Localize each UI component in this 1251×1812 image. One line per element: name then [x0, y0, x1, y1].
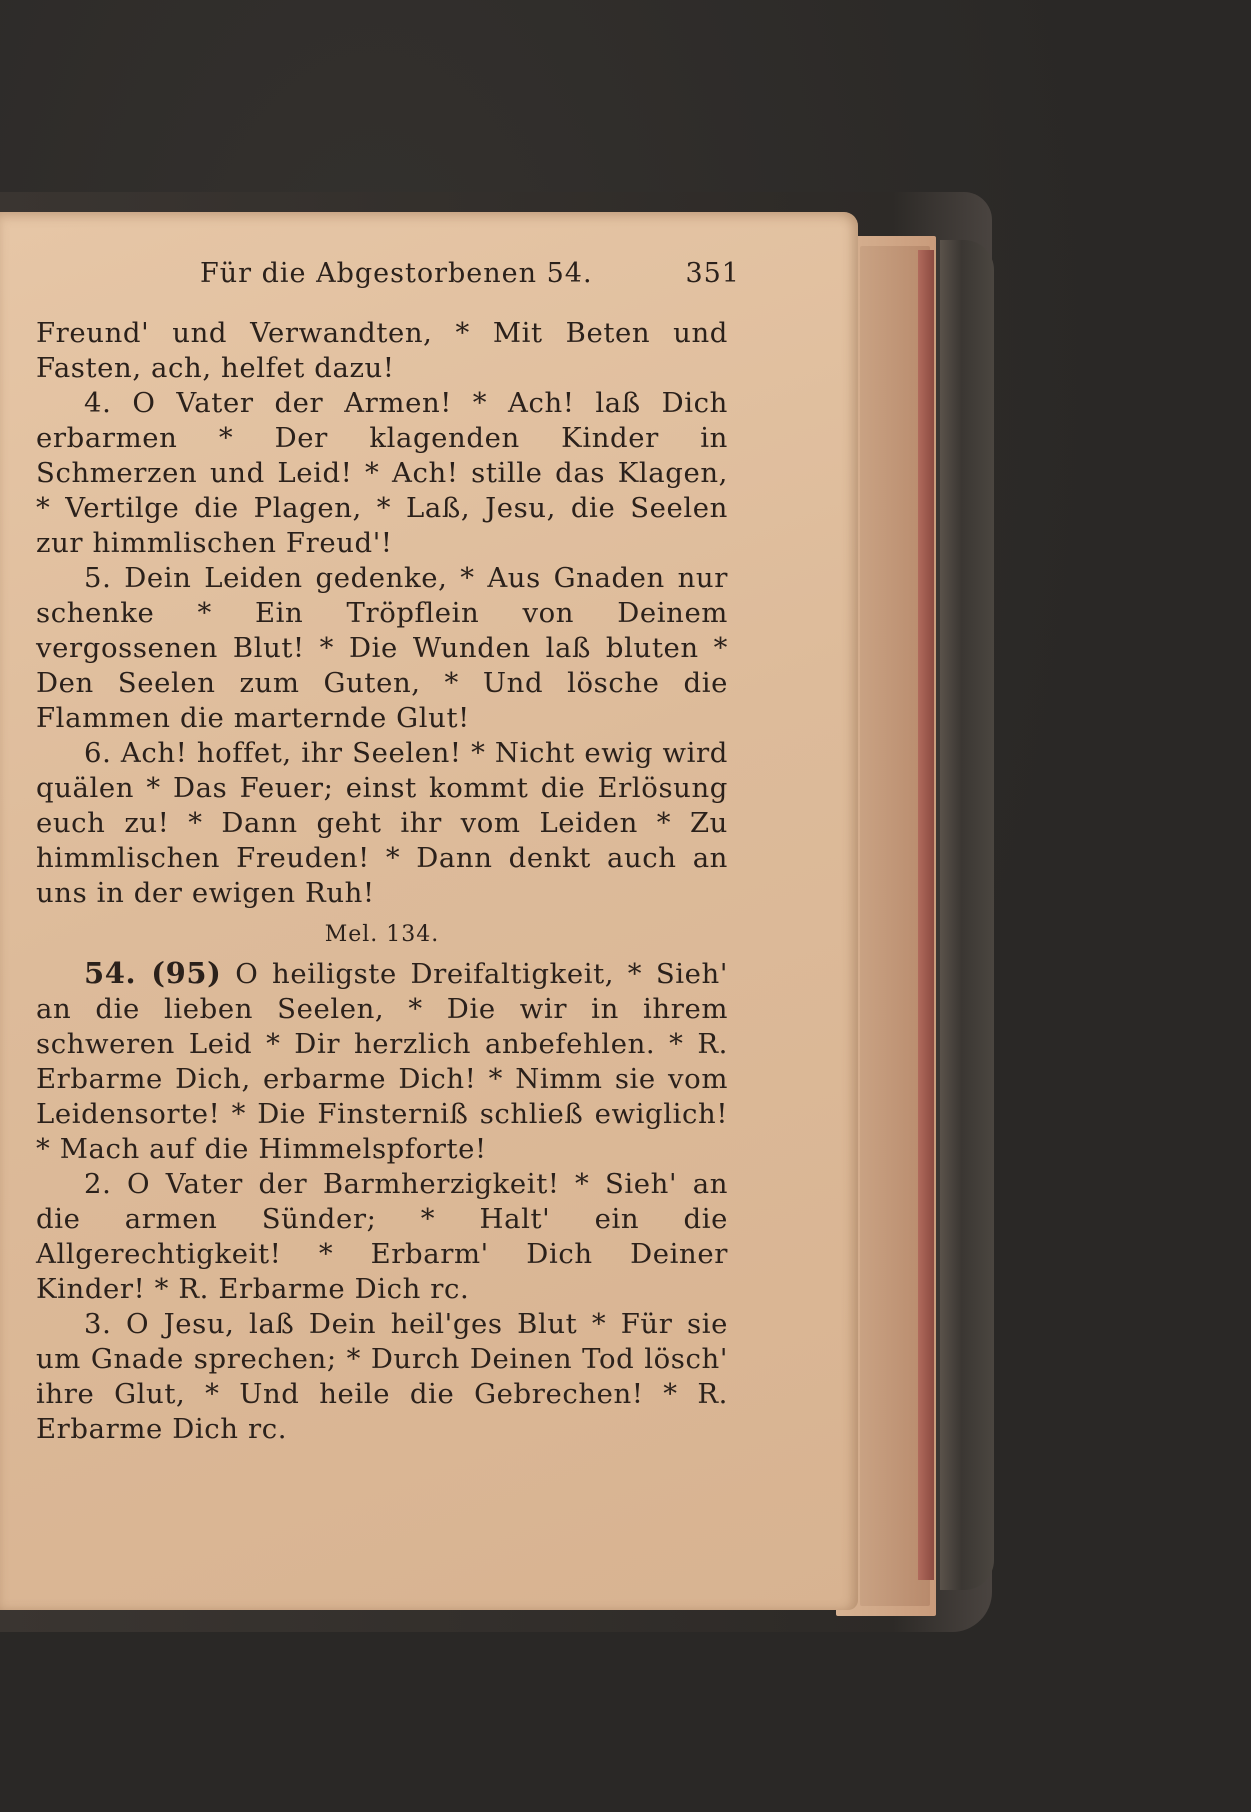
verse-5: 5. Dein Leiden gedenke, * Aus Gnaden nur schenke * Ein Tröpflein von Deinem vergossenen Blut! * Die Wunden laß bluten * Den Seelen zum Guten, * Und lösche die Flammen die marternde Glut!: [36, 562, 728, 734]
running-head: [36, 250, 740, 302]
hymn-number: 54. (95): [84, 956, 222, 990]
hymn-verse-2: 2. O Vater der Barmherzigkeit! * Sieh' an die armen Sünder; * Halt' ein die Allgerechtigkeit! * Erbarm' Dich Deiner Kinder! * R. Erbarme Dich rc.: [36, 1168, 728, 1305]
red-page-edge: [918, 250, 934, 1580]
page-content: [36, 250, 740, 1447]
running-head-title: Für die Abgestorbenen 54.: [200, 258, 593, 289]
hymn-verse-3: 3. O Jesu, laß Dein heil'ges Blut * Für sie um Gnade sprechen; * Durch Deinen Tod lösch' ihre Glut, * Und heile die Gebrechen! * R. Erbarme Dich rc.: [36, 1308, 728, 1445]
book-spine-edge: [940, 240, 994, 1590]
melody-reference: Mel. 134.: [324, 922, 440, 947]
page-number: 351: [685, 258, 740, 289]
book-page: [0, 212, 858, 1610]
verse-6: 6. Ach! hoffet, ihr Seelen! * Nicht ewig wird quälen * Das Feuer; einst kommt die Erlösung euch zu! * Dann geht ihr vom Leiden * Zu himmlischen Freuden! * Dann denkt auch an uns in der ewigen Ruh!: [36, 737, 728, 909]
hymn-first-verse-text: O heiligste Dreifaltigkeit, * Sieh' an die lieben Seelen, * Die wir in ihrem schweren Leid * Dir herzlich anbefehlen. * R. Erbarme Dich, erbarme Dich! * Nimm sie vom Leidensorte! * Die Finsterniß schließ ewiglich! * Mach auf die Himmelspforte!: [36, 958, 729, 1165]
verse-4: 4. O Vater der Armen! * Ach! laß Dich erbarmen * Der klagenden Kinder in Schmerzen und Leid! * Ach! stille das Klagen, * Vertilge die Plagen, * Laß, Jesu, die Seelen zur himmlischen Freud'!: [36, 387, 728, 559]
hymn-first-verse: [36, 956, 728, 1167]
body-text: [36, 316, 728, 1447]
paragraph-continuation: Freund' und Verwandten, * Mit Beten und Fasten, ach, helfet dazu!: [36, 317, 728, 384]
